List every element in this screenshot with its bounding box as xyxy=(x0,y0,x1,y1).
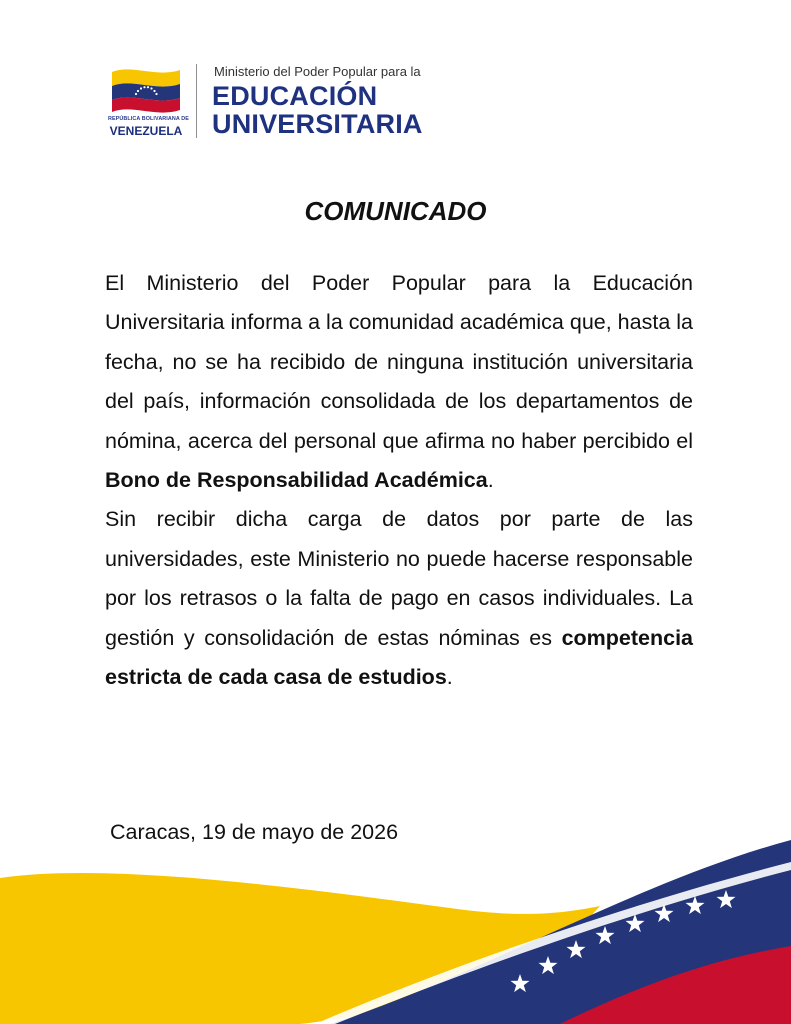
paragraph-2-bold: competencia estricta de cada casa de estudios xyxy=(105,625,693,690)
republica-text: REPÚBLICA BOLIVARIANA DE xyxy=(108,116,189,122)
venezuela-text: VENEZUELA xyxy=(109,124,183,138)
paragraph-2-end: . xyxy=(446,665,453,690)
document-body xyxy=(105,264,693,697)
logo-divider xyxy=(196,64,197,138)
document-title: COMUNICADO xyxy=(304,196,487,226)
paragraph-2-text: Sin recibir dicha carga de datos por parte de las universidades, este Ministerio no puede hacerse responsable por los retrasos o la falta de pago en casos individuales. La gestión y consolidación de estas nóminas es xyxy=(105,507,693,650)
venezuela-logo xyxy=(108,60,189,142)
document-date: Caracas, 19 de mayo de 2026 xyxy=(110,820,399,844)
ministry-title-line2: UNIVERSITARIA xyxy=(212,109,423,139)
paragraph-1-text: El Ministerio del Poder Popular para la Educación Universitaria informa a la comunidad académica que, hasta la fecha, no se ha recibido de ninguna institución universitaria del país, información consolidada de los departamentos de nómina, acerca del personal que afirma no haber percibido el xyxy=(105,271,693,453)
ministry-title-line1: EDUCACIÓN xyxy=(212,81,378,111)
ministry-line: Ministerio del Poder Popular para la xyxy=(214,64,421,79)
paragraph-1-bold: Bono de Responsabilidad Académica xyxy=(105,468,488,493)
paragraph-2 xyxy=(105,500,693,697)
flag-logo-icon xyxy=(110,64,182,114)
letterhead xyxy=(108,60,448,142)
paragraph-1 xyxy=(105,264,693,500)
flag-wave-decoration xyxy=(0,840,791,1024)
paragraph-1-end: . xyxy=(487,468,494,493)
